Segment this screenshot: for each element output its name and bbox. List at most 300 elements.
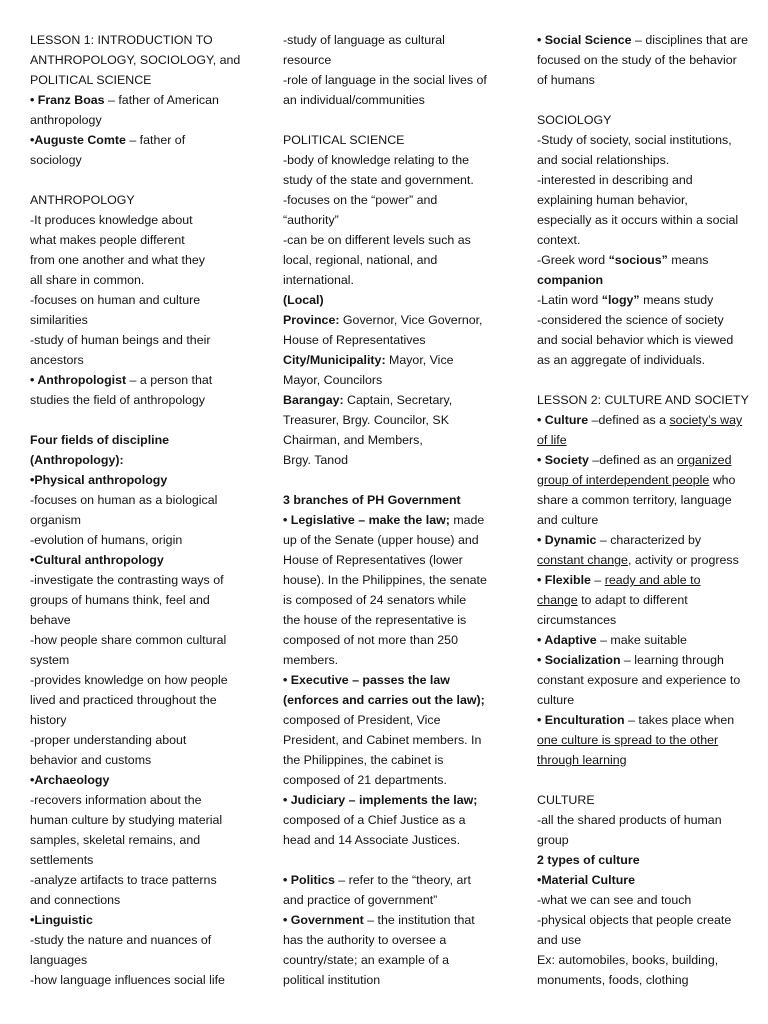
text-run: composed of 21 departments. bbox=[283, 773, 447, 787]
text-line bbox=[537, 250, 752, 270]
text-line bbox=[30, 670, 262, 690]
text-run: anthropology bbox=[30, 113, 102, 127]
bold-text: (Anthropology): bbox=[30, 453, 124, 467]
text-line bbox=[283, 190, 498, 210]
text-run: to adapt to different bbox=[577, 593, 688, 607]
text-line bbox=[283, 510, 498, 530]
text-run: study of the state and government. bbox=[283, 173, 474, 187]
text-run: –defined as an bbox=[588, 453, 678, 467]
text-line bbox=[537, 970, 752, 990]
text-run: House of Representatives bbox=[283, 333, 426, 347]
text-run: Captain, Secretary, bbox=[343, 393, 453, 407]
text-line bbox=[537, 510, 752, 530]
text-run: SOCIOLOGY bbox=[537, 113, 612, 127]
text-line bbox=[537, 830, 752, 850]
text-run: -study of language as cultural bbox=[283, 33, 445, 47]
text-run: – father of American bbox=[104, 93, 219, 107]
bold-text: •Cultural anthropology bbox=[30, 553, 164, 567]
text-line bbox=[283, 130, 498, 150]
text-line bbox=[30, 710, 262, 730]
bold-text: • Executive – passes the law bbox=[283, 673, 450, 687]
text-run: monuments, foods, clothing bbox=[537, 973, 689, 987]
text-line bbox=[30, 270, 262, 290]
text-run: group bbox=[537, 833, 569, 847]
text-run: -evolution of humans, origin bbox=[30, 533, 183, 547]
text-run: -analyze artifacts to trace patterns bbox=[30, 873, 217, 887]
text-line bbox=[30, 790, 262, 810]
text-run: Mayor, Vice bbox=[385, 353, 454, 367]
underlined-text: constant change bbox=[537, 553, 628, 567]
text-line bbox=[283, 710, 498, 730]
text-run: head and 14 Associate Justices. bbox=[283, 833, 461, 847]
bold-text: • Adaptive bbox=[537, 633, 597, 647]
text-line bbox=[30, 310, 262, 330]
text-run: Governor, Vice Governor, bbox=[339, 313, 483, 327]
text-run: –defined as a bbox=[588, 413, 670, 427]
text-line bbox=[30, 370, 262, 390]
text-run: from one another and what they bbox=[30, 253, 205, 267]
text-line bbox=[283, 670, 498, 690]
text-line bbox=[283, 890, 498, 910]
text-run: – disciplines that are bbox=[631, 33, 748, 47]
text-run: composed of not more than 250 bbox=[283, 633, 458, 647]
text-run: -Study of society, social institutions, bbox=[537, 133, 732, 147]
text-run: -focuses on human and culture bbox=[30, 293, 201, 307]
text-run: composed of a Chief Justice as a bbox=[283, 813, 466, 827]
text-line bbox=[537, 670, 752, 690]
text-line bbox=[537, 930, 752, 950]
text-run: Treasurer, Brgy. Councilor, SK bbox=[283, 413, 449, 427]
text-run: international. bbox=[283, 273, 354, 287]
text-run: -focuses on human as a biological bbox=[30, 493, 218, 507]
text-line bbox=[30, 70, 262, 90]
text-run: composed of President, Vice bbox=[283, 713, 441, 727]
text-line bbox=[537, 330, 752, 350]
bold-text: • Enculturation bbox=[537, 713, 625, 727]
text-run: what makes people different bbox=[30, 233, 185, 247]
bold-text: • Socialization bbox=[537, 653, 621, 667]
underlined-text: group of interdependent people bbox=[537, 473, 710, 487]
text-line bbox=[283, 150, 498, 170]
text-line bbox=[30, 770, 262, 790]
text-run: members. bbox=[283, 653, 339, 667]
text-line bbox=[30, 870, 262, 890]
bold-text: •Archaeology bbox=[30, 773, 110, 787]
text-line bbox=[30, 890, 262, 910]
text-line bbox=[537, 230, 752, 250]
text-line bbox=[537, 870, 752, 890]
text-line bbox=[537, 690, 752, 710]
text-run: culture bbox=[537, 693, 575, 707]
text-run: LESSON 2: CULTURE AND SOCIETY bbox=[537, 393, 749, 407]
text-line bbox=[283, 310, 498, 330]
text-run: settlements bbox=[30, 853, 94, 867]
text-line bbox=[30, 630, 262, 650]
text-run: is composed of 24 senators while bbox=[283, 593, 467, 607]
text-run: -proper understanding about bbox=[30, 733, 187, 747]
bold-text: • Flexible bbox=[537, 573, 591, 587]
bold-text: (enforces and carries out the law); bbox=[283, 693, 485, 707]
text-line bbox=[30, 610, 262, 630]
text-line bbox=[537, 950, 752, 970]
text-line bbox=[283, 50, 498, 70]
text-line bbox=[537, 170, 752, 190]
text-run: -physical objects that people create bbox=[537, 913, 732, 927]
text-run: studies the field of anthropology bbox=[30, 393, 205, 407]
bold-text: • Politics bbox=[283, 873, 335, 887]
text-run: -Greek word bbox=[537, 253, 609, 267]
text-line bbox=[537, 30, 752, 50]
bold-text: City/Municipality: bbox=[283, 353, 386, 367]
text-line bbox=[283, 350, 498, 370]
text-run: behavior and customs bbox=[30, 753, 152, 767]
text-line bbox=[30, 510, 262, 530]
text-line bbox=[30, 690, 262, 710]
bold-text: • Social Science bbox=[537, 33, 632, 47]
text-line bbox=[30, 430, 262, 450]
underlined-text: organized bbox=[677, 453, 732, 467]
text-line bbox=[30, 730, 262, 750]
text-run: House of Representatives (lower bbox=[283, 553, 463, 567]
text-line bbox=[283, 730, 498, 750]
bold-text: Four fields of discipline bbox=[30, 433, 170, 447]
text-run: -how language influences social life bbox=[30, 973, 225, 987]
bold-text: Province: bbox=[283, 313, 340, 327]
text-run: Chairman, and Members, bbox=[283, 433, 423, 447]
text-line bbox=[30, 450, 262, 470]
text-run: means study bbox=[639, 293, 714, 307]
text-line bbox=[283, 770, 498, 790]
text-line bbox=[283, 210, 498, 230]
text-line bbox=[30, 810, 262, 830]
text-line bbox=[283, 490, 498, 510]
text-run: groups of humans think, feel and bbox=[30, 593, 210, 607]
text-line bbox=[537, 50, 752, 70]
text-line bbox=[283, 610, 498, 630]
text-run: – make suitable bbox=[596, 633, 687, 647]
text-run: -focuses on the “power” and bbox=[283, 193, 438, 207]
text-run: organism bbox=[30, 513, 81, 527]
text-run: house). In the Philippines, the senate bbox=[283, 573, 487, 587]
text-line bbox=[283, 590, 498, 610]
text-line bbox=[537, 550, 752, 570]
text-line bbox=[537, 270, 752, 290]
text-run: context. bbox=[537, 233, 581, 247]
text-run: -how people share common cultural bbox=[30, 633, 227, 647]
text-run: Mayor, Councilors bbox=[283, 373, 383, 387]
text-run: system bbox=[30, 653, 70, 667]
text-line bbox=[283, 270, 498, 290]
text-line bbox=[283, 970, 498, 990]
text-line bbox=[537, 450, 752, 470]
text-run: President, and Cabinet members. In bbox=[283, 733, 482, 747]
blank-line bbox=[283, 110, 498, 130]
text-line bbox=[537, 190, 752, 210]
text-run: focused on the study of the behavior bbox=[537, 53, 737, 67]
text-line bbox=[30, 470, 262, 490]
text-line bbox=[283, 950, 498, 970]
bold-text: • Anthropologist bbox=[30, 373, 127, 387]
bold-text: • Society bbox=[537, 453, 589, 467]
text-line bbox=[30, 210, 262, 230]
text-line bbox=[537, 430, 752, 450]
text-line bbox=[537, 490, 752, 510]
underlined-text: change bbox=[537, 593, 578, 607]
text-run: samples, skeletal remains, and bbox=[30, 833, 201, 847]
text-line bbox=[30, 130, 262, 150]
bold-text: •Physical anthropology bbox=[30, 473, 168, 487]
blank-line bbox=[537, 370, 752, 390]
text-line bbox=[537, 890, 752, 910]
text-line bbox=[537, 730, 752, 750]
text-line bbox=[30, 950, 262, 970]
text-run: and social behavior which is viewed bbox=[537, 333, 734, 347]
column-1 bbox=[30, 30, 262, 990]
text-run: – bbox=[590, 573, 605, 587]
text-run: -all the shared products of human bbox=[537, 813, 722, 827]
text-run: -role of language in the social lives of bbox=[283, 73, 487, 87]
text-line bbox=[537, 130, 752, 150]
text-line bbox=[30, 570, 262, 590]
text-line bbox=[283, 790, 498, 810]
text-run: and practice of government” bbox=[283, 893, 438, 907]
text-line bbox=[283, 170, 498, 190]
text-run: languages bbox=[30, 953, 88, 967]
blank-line bbox=[537, 770, 752, 790]
text-line bbox=[30, 970, 262, 990]
text-line bbox=[30, 750, 262, 770]
text-line bbox=[283, 70, 498, 90]
text-line bbox=[30, 90, 262, 110]
bold-text: •Auguste Comte bbox=[30, 133, 126, 147]
text-run: ANTHROPOLOGY bbox=[30, 193, 135, 207]
text-line bbox=[537, 590, 752, 610]
bold-text: •Material Culture bbox=[537, 873, 635, 887]
text-run: human culture by studying material bbox=[30, 813, 223, 827]
text-line bbox=[537, 850, 752, 870]
text-line bbox=[30, 830, 262, 850]
text-line bbox=[283, 330, 498, 350]
text-line bbox=[30, 230, 262, 250]
blank-line bbox=[30, 410, 262, 430]
text-run: and culture bbox=[537, 513, 599, 527]
text-run: and use bbox=[537, 933, 582, 947]
text-line bbox=[537, 70, 752, 90]
text-run: -study of human beings and their bbox=[30, 333, 211, 347]
bold-text: •Linguistic bbox=[30, 913, 93, 927]
text-line bbox=[537, 310, 752, 330]
text-run: LESSON 1: INTRODUCTION TO bbox=[30, 33, 213, 47]
text-line bbox=[30, 530, 262, 550]
text-line bbox=[30, 650, 262, 670]
text-line bbox=[283, 390, 498, 410]
text-run: country/state; an example of a bbox=[283, 953, 449, 967]
text-line bbox=[537, 530, 752, 550]
bold-text: • Legislative – make the law; bbox=[283, 513, 450, 527]
bold-text: 2 types of culture bbox=[537, 853, 640, 867]
text-line bbox=[30, 330, 262, 350]
text-line bbox=[30, 250, 262, 270]
text-line bbox=[537, 650, 752, 670]
text-line bbox=[30, 490, 262, 510]
text-line bbox=[283, 290, 498, 310]
text-line bbox=[283, 550, 498, 570]
text-line bbox=[537, 470, 752, 490]
text-run: of humans bbox=[537, 73, 595, 87]
text-run: up of the Senate (upper house) and bbox=[283, 533, 479, 547]
text-run: history bbox=[30, 713, 67, 727]
text-run: and social relationships. bbox=[537, 153, 670, 167]
text-line bbox=[537, 710, 752, 730]
text-line bbox=[283, 90, 498, 110]
text-run: political institution bbox=[283, 973, 381, 987]
text-run: as an aggregate of individuals. bbox=[537, 353, 706, 367]
text-run: the Philippines, the cabinet is bbox=[283, 753, 444, 767]
text-line bbox=[537, 410, 752, 430]
text-line bbox=[283, 810, 498, 830]
blank-line bbox=[537, 90, 752, 110]
text-run: ANTHROPOLOGY, SOCIOLOGY, and bbox=[30, 53, 241, 67]
text-run: -Latin word bbox=[537, 293, 602, 307]
text-run: -It produces knowledge about bbox=[30, 213, 193, 227]
bold-text: • Government bbox=[283, 913, 364, 927]
text-run: an individual/communities bbox=[283, 93, 425, 107]
text-line bbox=[30, 910, 262, 930]
text-line bbox=[30, 930, 262, 950]
blank-line bbox=[30, 170, 262, 190]
column-2 bbox=[283, 30, 498, 990]
text-line bbox=[537, 810, 752, 830]
bold-text: • Dynamic bbox=[537, 533, 597, 547]
text-run: ancestors bbox=[30, 353, 84, 367]
text-run: “authority” bbox=[283, 213, 339, 227]
text-run: , activity or progress bbox=[627, 553, 739, 567]
text-run: – a person that bbox=[126, 373, 213, 387]
text-run: -provides knowledge on how people bbox=[30, 673, 228, 687]
text-line bbox=[30, 50, 262, 70]
text-run: similarities bbox=[30, 313, 88, 327]
text-line bbox=[283, 570, 498, 590]
text-line bbox=[30, 850, 262, 870]
text-run: share a common territory, language bbox=[537, 493, 732, 507]
text-line bbox=[283, 630, 498, 650]
text-line bbox=[283, 830, 498, 850]
text-line bbox=[537, 390, 752, 410]
underlined-text: of life bbox=[537, 433, 567, 447]
text-line bbox=[30, 350, 262, 370]
text-run: local, regional, national, and bbox=[283, 253, 438, 267]
text-run: – takes place when bbox=[624, 713, 735, 727]
underlined-text: ready and able to bbox=[604, 573, 701, 587]
text-run: CULTURE bbox=[537, 793, 595, 807]
text-run: -can be on different levels such as bbox=[283, 233, 471, 247]
text-run: made bbox=[449, 513, 485, 527]
text-run: -interested in describing and bbox=[537, 173, 693, 187]
bold-text: • Franz Boas bbox=[30, 93, 105, 107]
bold-text: 3 branches of PH Government bbox=[283, 493, 461, 507]
text-line bbox=[283, 930, 498, 950]
blank-line bbox=[283, 470, 498, 490]
text-line bbox=[537, 610, 752, 630]
text-line bbox=[283, 750, 498, 770]
text-line bbox=[283, 370, 498, 390]
text-line bbox=[30, 110, 262, 130]
text-line bbox=[283, 910, 498, 930]
text-run: sociology bbox=[30, 153, 82, 167]
text-line bbox=[30, 30, 262, 50]
text-run: – the institution that bbox=[363, 913, 475, 927]
text-run: – learning through bbox=[620, 653, 724, 667]
text-run: all share in common. bbox=[30, 273, 145, 287]
text-run: circumstances bbox=[537, 613, 617, 627]
text-line bbox=[537, 210, 752, 230]
column-3 bbox=[537, 30, 752, 990]
text-line bbox=[283, 450, 498, 470]
text-line bbox=[537, 750, 752, 770]
underlined-text: through learning bbox=[537, 753, 627, 767]
text-run: constant exposure and experience to bbox=[537, 673, 741, 687]
text-run: -considered the science of society bbox=[537, 313, 724, 327]
text-run: POLITICAL SCIENCE bbox=[30, 73, 152, 87]
text-run: -investigate the contrasting ways of bbox=[30, 573, 224, 587]
text-line bbox=[537, 910, 752, 930]
text-line bbox=[283, 690, 498, 710]
text-line bbox=[30, 290, 262, 310]
text-line bbox=[283, 410, 498, 430]
text-line bbox=[30, 150, 262, 170]
underlined-text: one culture is spread to the other bbox=[537, 733, 719, 747]
text-line bbox=[283, 430, 498, 450]
text-line bbox=[537, 350, 752, 370]
text-run: -body of knowledge relating to the bbox=[283, 153, 469, 167]
text-line bbox=[537, 630, 752, 650]
text-run: explaining human behavior, bbox=[537, 193, 688, 207]
text-run: the house of the representative is bbox=[283, 613, 467, 627]
text-run: has the authority to oversee a bbox=[283, 933, 447, 947]
text-run: – refer to the “theory, art bbox=[334, 873, 471, 887]
text-line bbox=[30, 590, 262, 610]
text-run: and connections bbox=[30, 893, 121, 907]
text-line bbox=[537, 110, 752, 130]
text-line bbox=[537, 790, 752, 810]
text-run: behave bbox=[30, 613, 71, 627]
text-run: lived and practiced throughout the bbox=[30, 693, 217, 707]
text-run: -study the nature and nuances of bbox=[30, 933, 212, 947]
text-line bbox=[30, 190, 262, 210]
bold-text: companion bbox=[537, 273, 604, 287]
text-run: -recovers information about the bbox=[30, 793, 202, 807]
text-line bbox=[30, 390, 262, 410]
underlined-text: society’s way bbox=[669, 413, 743, 427]
text-line bbox=[283, 650, 498, 670]
text-line bbox=[537, 150, 752, 170]
bold-text: “socious” bbox=[608, 253, 668, 267]
text-run: Brgy. Tanod bbox=[283, 453, 348, 467]
text-line bbox=[283, 230, 498, 250]
bold-text: “logy” bbox=[601, 293, 640, 307]
bold-text: • Culture bbox=[537, 413, 589, 427]
text-run: – characterized by bbox=[596, 533, 702, 547]
text-run: – father of bbox=[125, 133, 186, 147]
text-run: especially as it occurs within a social bbox=[537, 213, 739, 227]
bold-text: • Judiciary – implements the law; bbox=[283, 793, 478, 807]
text-run: means bbox=[667, 253, 709, 267]
bold-text: (Local) bbox=[283, 293, 324, 307]
text-line bbox=[283, 530, 498, 550]
bold-text: Barangay: bbox=[283, 393, 344, 407]
text-run: POLITICAL SCIENCE bbox=[283, 133, 405, 147]
text-run: who bbox=[709, 473, 736, 487]
